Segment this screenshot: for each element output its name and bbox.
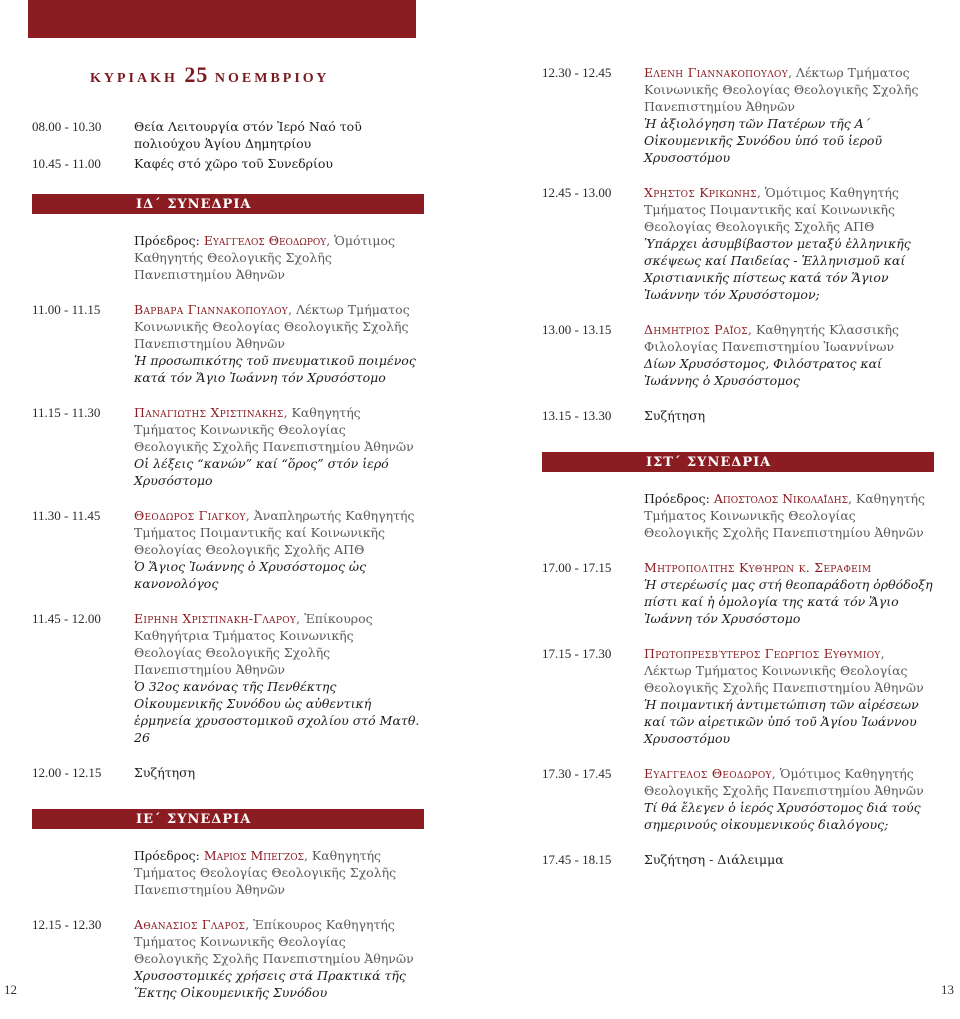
talk-entry — [542, 64, 934, 166]
speaker-name: Χρηστος Κρικωνης — [644, 185, 757, 200]
speaker-name: Παναγιωτης Χριστινακης — [134, 405, 284, 420]
talk-title: Ὑπάρχει ἀσυμβίβαστον μεταξύ ἑλληνικῆς σκέψεως καί Παιδείας - Ἑλληνισμοῦ καί Χριστιανικῆς πίστεως κατά τόν Ἅγιον Ἰωάννην τόν Χρυσόστομον; — [644, 236, 911, 302]
discussion-entry — [32, 764, 424, 781]
entry-time: 11.00 - 11.15 — [32, 302, 101, 317]
chair-name: Ευαγγελος Θεοδωρου — [203, 233, 327, 248]
chair-name: Μαριος Μπεγζος — [203, 848, 304, 863]
entry-time: 11.15 - 11.30 — [32, 405, 101, 420]
speaker-affiliation: , Ὁμότιμος Καθηγητής Τμήματος Ποιμαντικῆς καί Κοινωνικῆς Θεολογίας Θεολογικῆς Σχολῆς ΑΠΘ — [644, 185, 899, 234]
speaker-name: Πρωτοπρεσβύτερος Γεωργιος Ευθυμιου — [644, 646, 881, 661]
session-title: ΙΣΤ΄ ΣΥΝΕΔΡΙΑ — [646, 455, 772, 470]
session-chair — [644, 490, 934, 541]
talk-entry — [542, 559, 934, 627]
session-title: ΙΔ΄ ΣΥΝΕΔΡΙΑ — [136, 197, 252, 212]
entry-text: Συζήτηση — [644, 408, 706, 423]
talk-title: Ὁ Ἅγιος Ἰωάννης ὁ Χρυσόστομος ὡς κανονολόγος — [134, 559, 367, 591]
speaker-affiliation: , Καθηγητής Τμήματος Κοινωνικῆς Θεολογίας Θεολογικῆς Σχολῆς Πανεπιστημίου Ἀθηνῶν — [134, 405, 414, 454]
speaker-affiliation: , Ὁμότιμος Καθηγητής Θεολογικῆς Σχολῆς Πανεπιστημίου Ἀθηνῶν — [644, 766, 924, 798]
discussion-entry — [542, 851, 934, 868]
talk-entry — [32, 507, 424, 592]
entry-time: 11.30 - 11.45 — [32, 508, 101, 523]
entry-text: Θεία Λειτουργία στόν Ἱερό Ναό τοῦ πολιούχου Ἁγίου Δημητρίου — [134, 119, 362, 151]
speaker-name: Βαρβαρα Γιαννακοπουλου — [134, 302, 289, 317]
entry-time: 12.30 - 12.45 — [542, 65, 612, 80]
speaker-name: Ειρηνη Χριστινακη-Γλαρου — [134, 611, 297, 626]
session-chair — [134, 232, 424, 283]
speaker-affiliation: , Ἐπίκουρος Καθηγητής Τμήματος Κοινωνικῆς Θεολογίας Θεολογικῆς Σχολῆς Πανεπιστημίου Ἀθηνῶν — [134, 917, 414, 966]
entry-text: Συζήτηση - Διάλειμμα — [644, 852, 784, 867]
entry-time: 10.45 - 11.00 — [32, 156, 101, 171]
talk-title: Ἡ στερέωσίς μας στή θεοπαράδοτη ὀρθόδοξη πίστι καί ἡ ὁμολογία της κατά τόν Ἅγιο Ἰωάννη τόν Χρυσόστομο — [644, 577, 933, 626]
day-date: 25 — [184, 62, 209, 87]
speaker-name: Μητροπολίτης Κυθήρων κ. Σεραφειμ — [644, 560, 872, 575]
talk-entry — [32, 404, 424, 489]
entry-time: 17.15 - 17.30 — [542, 646, 612, 661]
talk-entry — [542, 765, 934, 833]
talk-entry — [32, 916, 424, 1001]
chair-affiliation: , Ὁμότιμος Καθηγητής Θεολογικῆς Σχολῆς Πανεπιστημίου Ἀθηνῶν — [134, 233, 396, 282]
top-banner — [28, 0, 416, 38]
entry-time: 11.45 - 12.00 — [32, 611, 101, 626]
schedule-entry — [32, 155, 424, 172]
talk-title: Ἡ προσωπικότης τοῦ πνευματικοῦ ποιμένος κατά τόν Ἅγιο Ἰωάννη τόν Χρυσόστομο — [134, 353, 416, 385]
right-column — [542, 64, 934, 886]
session-title: ΙΕ΄ ΣΥΝΕΔΡΙΑ — [136, 812, 252, 827]
talk-title: Χρυσοστομικές χρήσεις στά Πρακτικά τῆς Ἕκτης Οἰκουμενικῆς Συνόδου — [134, 968, 406, 1000]
speaker-name: Ελενη Γιαννακοπουλου — [644, 65, 788, 80]
speaker-name: Ευαγγελος Θεοδωρου — [644, 766, 772, 781]
entry-time: 13.15 - 13.30 — [542, 408, 612, 423]
schedule-entry — [32, 118, 424, 152]
speaker-affiliation: , Καθηγητής Κλασσικῆς Φιλολογίας Πανεπιστημίου Ἰωαννίνων — [644, 322, 900, 354]
talk-entry — [32, 610, 424, 746]
session-bar — [32, 194, 424, 214]
entry-time: 17.00 - 17.15 — [542, 560, 612, 575]
page-number-right: 13 — [941, 982, 954, 997]
entry-time: 17.30 - 17.45 — [542, 766, 612, 781]
speaker-name: Δημητριος Ραΐος — [644, 322, 748, 337]
chair-affiliation: , Καθηγητής Τμήματος Θεολογίας Θεολογικῆς Σχολῆς Πανεπιστημίου Ἀθηνῶν — [134, 848, 397, 897]
talk-title: Ὁ 32ος κανόνας τῆς Πενθέκτης Οἰκουμενικῆς Συνόδου ὡς αὐθεντική ἑρμηνεία χρυσοστομικοῦ σχολίου στό Ματθ. 26 — [134, 679, 420, 745]
page-number-left: 12 — [4, 982, 17, 997]
chair-label: Πρόεδρος: — [644, 491, 710, 506]
entry-time: 17.45 - 18.15 — [542, 852, 612, 867]
talk-entry — [32, 301, 424, 386]
entry-time: 13.00 - 13.15 — [542, 322, 612, 337]
discussion-entry — [542, 407, 934, 424]
talk-entry — [542, 184, 934, 303]
speaker-name: Θεοδωρος Γιαγκου — [134, 508, 246, 523]
day-month: ΝΟΕΜΒΡΙΟΥ — [214, 71, 330, 86]
entry-time: 12.45 - 13.00 — [542, 185, 612, 200]
speaker-name: Αθανασιος Γλαρος — [134, 917, 246, 932]
entry-text: Συζήτηση — [134, 765, 196, 780]
speaker-affiliation: , Ἐπίκουρος Καθηγήτρια Τμήματος Κοινωνικῆς Θεολογίας Θεολογικῆς Σχολῆς Πανεπιστημίου Ἀθηνῶν — [134, 611, 373, 677]
chair-label: Πρόεδρος: — [134, 848, 200, 863]
speaker-affiliation: , Λέκτωρ Τμήματος Κοινωνικῆς Θεολογίας Θεολογικῆς Σχολῆς Πανεπιστημίου Ἀθηνῶν — [134, 302, 410, 351]
talk-entry — [542, 645, 934, 747]
entry-time: 12.15 - 12.30 — [32, 917, 102, 932]
talk-title: Ἡ ποιμαντική ἀντιμετώπιση τῶν αἱρέσεων καί τῶν αἱρετικῶν ὑπό τοῦ Ἁγίου Ἰωάννου Χρυσοστόμου — [644, 697, 919, 746]
chair-name: Αποστολος Νικολαΐδης — [713, 491, 848, 506]
talk-title: Οἱ λέξεις “κανών” καί “ὅρος” στόν ἱερό Χρυσόστομο — [134, 456, 389, 488]
entry-time: 12.00 - 12.15 — [32, 765, 102, 780]
entry-time: 08.00 - 10.30 — [32, 119, 102, 134]
day-prefix: ΚΥΡΙΑΚΗ — [90, 71, 178, 86]
session-bar — [32, 809, 424, 829]
speaker-affiliation: , Λέκτωρ Τμήματος Κοινωνικῆς Θεολογίας Θεολογικῆς Σχολῆς Πανεπιστημίου Ἀθηνῶν — [644, 646, 924, 695]
chair-affiliation: , Καθηγητής Τμήματος Κοινωνικῆς Θεολογίας Θεολογικῆς Σχολῆς Πανεπιστημίου Ἀθηνῶν — [644, 491, 926, 540]
talk-title: Ἡ ἀξιολόγηση τῶν Πατέρων τῆς Α΄ Οἰκουμενικῆς Συνόδου ὑπό τοῦ ἱεροῦ Χρυσοστόμου — [644, 116, 883, 165]
left-column — [32, 118, 424, 1019]
chair-label: Πρόεδρος: — [134, 233, 200, 248]
speaker-affiliation: , Λέκτωρ Τμήματος Κοινωνικῆς Θεολογίας Θεολογικῆς Σχολῆς Πανεπιστημίου Ἀθηνῶν — [644, 65, 919, 114]
speaker-affiliation: , Ἀναπληρωτής Καθηγητής Τμήματος Ποιμαντικῆς καί Κοινωνικῆς Θεολογίας Θεολογικῆς Σχολῆς ΑΠΘ — [134, 508, 415, 557]
talk-entry — [542, 321, 934, 389]
session-chair — [134, 847, 424, 898]
day-heading — [90, 62, 329, 88]
entry-text: Καφές στό χῶρο τοῦ Συνεδρίου — [134, 156, 333, 171]
session-bar — [542, 452, 934, 472]
talk-title: Τί θά ἔλεγεν ὁ ἱερός Χρυσόστομος διά τούς σημερινούς οἰκουμενικούς διαλόγους; — [644, 800, 921, 832]
talk-title: Δίων Χρυσόστομος, Φιλόστρατος καί Ἰωάννης ὁ Χρυσόστομος — [644, 356, 882, 388]
